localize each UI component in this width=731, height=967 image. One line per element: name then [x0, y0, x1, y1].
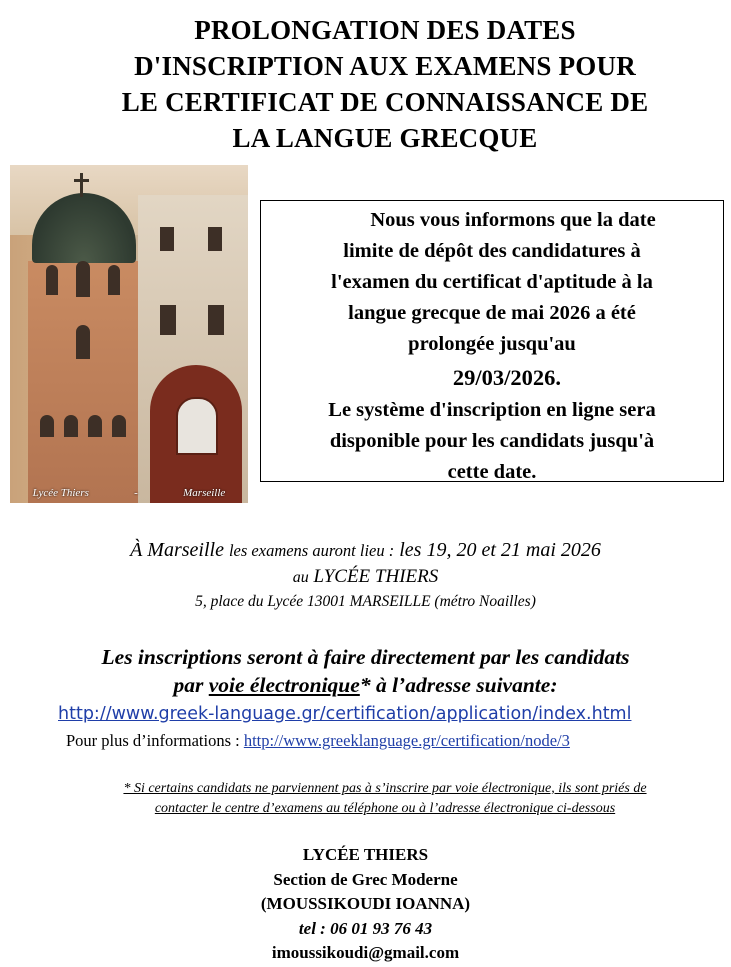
photo-caption-right: Marseille — [183, 487, 226, 499]
photo-window — [46, 265, 58, 295]
exam-dates: les 19, 20 et 21 mai 2026 — [399, 539, 601, 561]
title-line: LE CERTIFICAT DE CONNAISSANCE DE — [121, 87, 649, 117]
info-link[interactable]: http://www.greeklanguage.gr/certification/node/3 — [243, 731, 570, 750]
asterisk: * — [359, 673, 371, 697]
deadline-date: 29/03/2026. — [452, 365, 562, 390]
photo-window — [108, 265, 120, 295]
exam-intro: les examens auront lieu : — [228, 541, 395, 560]
photo-caption-sep: - — [134, 487, 138, 499]
photo-window — [208, 227, 222, 251]
photo-window — [76, 261, 90, 297]
notice-line: langue grecque de mai 2026 a été — [348, 302, 636, 324]
photo-cross-bar — [74, 179, 89, 182]
contact-phone: tel : 06 01 93 76 43 — [298, 918, 433, 938]
exam-place: À Marseille — [130, 539, 224, 561]
title-line: PROLONGATION DES DATES — [194, 15, 576, 45]
notice-line: Le système d'inscription en ligne sera — [328, 399, 656, 421]
exam-at: au — [292, 569, 309, 586]
footnote — [40, 779, 730, 819]
contact-block — [0, 843, 731, 966]
photo-window — [64, 415, 78, 437]
contact-section: Section de Grec Moderne — [273, 869, 458, 889]
application-link[interactable]: http://www.greek-language.gr/certification/application/index.html — [58, 704, 632, 724]
notice-line: limite de dépôt des candidatures à — [343, 240, 641, 262]
photo-window — [160, 305, 176, 335]
contact-name: LYCÉE THIERS — [302, 845, 429, 864]
voie-electronique-text: voie électronique — [208, 673, 360, 697]
notice-box — [260, 200, 724, 482]
page-title — [60, 12, 710, 156]
photo-cross — [80, 173, 83, 197]
photo-window — [76, 325, 90, 359]
photo-window — [88, 415, 102, 437]
photo-window — [40, 415, 54, 437]
photo-window — [208, 305, 224, 335]
title-line: D'INSCRIPTION AUX EXAMENS POUR — [134, 51, 636, 81]
inscription-post: à l’adresse suivante: — [375, 673, 558, 697]
notice-line: disponible pour les candidats jusqu'à — [329, 430, 655, 452]
contact-email[interactable]: imoussikoudi@gmail.com — [271, 943, 460, 962]
exam-dates-line — [0, 537, 731, 564]
lycee-thiers-photo — [10, 165, 248, 503]
contact-person: (MOUSSIKOUDI IOANNA) — [260, 894, 471, 913]
exam-venue-line — [0, 564, 731, 591]
photo-caption-left: Lycée Thiers — [32, 487, 89, 499]
photo-arch-window — [176, 397, 218, 455]
photo-window — [112, 415, 126, 437]
footnote-line-1: * Si certains candidats ne parviennent pas à s’inscrire par voie électronique, ils sont priés de — [123, 781, 647, 796]
photo-window — [160, 227, 174, 251]
notice-line: cette date. — [447, 461, 537, 483]
exam-venue: LYCÉE THIERS — [313, 566, 439, 587]
notice-line: Nous vous informons que la date — [370, 209, 656, 231]
exam-info — [0, 537, 731, 613]
footnote-line-2: contacter le centre d’examens au téléphone ou à l’adresse électronique ci-dessous — [154, 801, 616, 816]
photo-caption — [10, 487, 248, 499]
info-label: Pour plus d’informations : — [66, 731, 240, 750]
info-line — [66, 731, 570, 751]
exam-address: 5, place du Lycée 13001 MARSEILLE (métro Noailles) — [195, 593, 536, 610]
photo-tower — [28, 261, 138, 503]
notice-line: prolongée jusqu'au — [408, 333, 576, 355]
inscription-line-1: Les inscriptions seront à faire directement par les candidats — [101, 645, 630, 669]
inscription-pre: par — [173, 673, 204, 697]
title-line: LA LANGUE GRECQUE — [232, 123, 538, 153]
inscription-line-2 — [0, 671, 731, 699]
inscription-notice — [0, 643, 731, 699]
notice-line: l'examen du certificat d'aptitude à la — [331, 271, 653, 293]
